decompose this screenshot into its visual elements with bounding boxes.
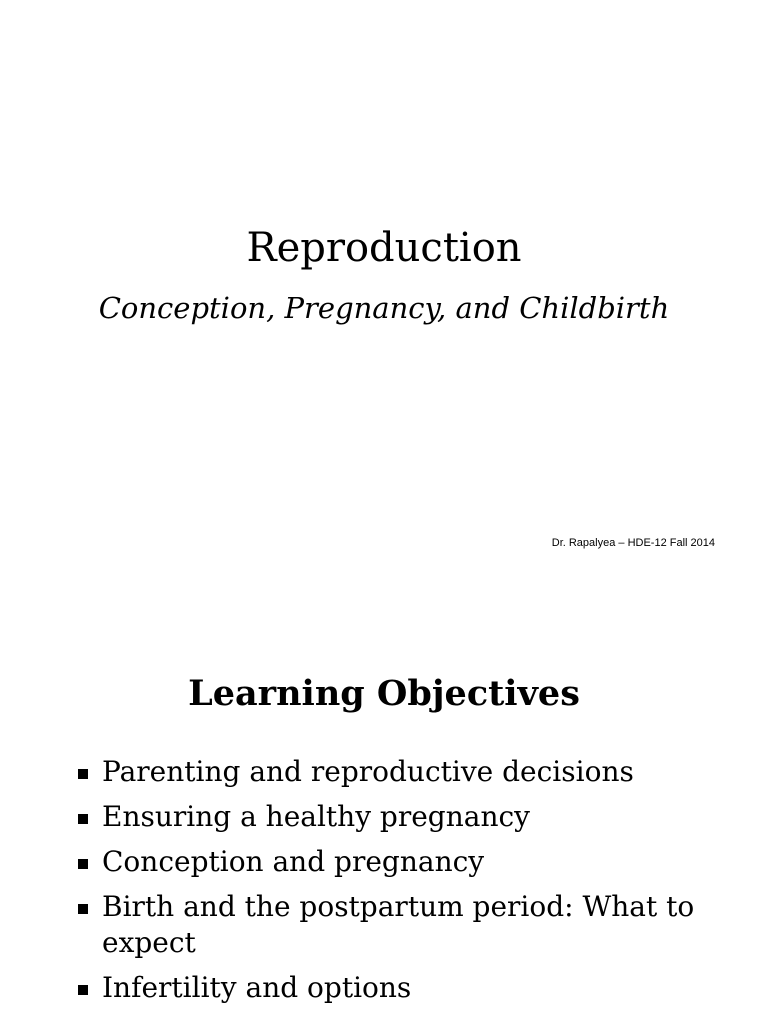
list-item-text: Conception and pregnancy: [102, 845, 485, 878]
list-item-text: Parenting and reproductive decisions: [102, 755, 634, 788]
list-item-text: Infertility and options: [102, 971, 412, 1004]
square-bullet-icon: [78, 904, 88, 914]
objectives-slide: [0, 600, 768, 1024]
list-item-text: Ensuring a healthy pregnancy: [102, 800, 530, 833]
section-heading: Learning Objectives: [188, 673, 580, 714]
square-bullet-icon: [78, 769, 88, 779]
square-bullet-icon: [78, 859, 88, 869]
square-bullet-icon: [78, 814, 88, 824]
slide-subtitle: Conception, Pregnancy, and Childbirth: [98, 291, 670, 325]
list-item: [78, 799, 718, 835]
objectives-list: [78, 754, 718, 1015]
author-course-credit: Dr. Rapalyea – HDE-12 Fall 2014: [551, 537, 715, 549]
list-item-text: Birth and the postpartum period: What to expect: [102, 890, 695, 959]
slide-title: Reproduction: [246, 225, 522, 271]
square-bullet-icon: [78, 985, 88, 995]
list-item: [78, 889, 718, 961]
list-item: [78, 970, 718, 1006]
list-item: [78, 754, 718, 790]
list-item: [78, 844, 718, 880]
